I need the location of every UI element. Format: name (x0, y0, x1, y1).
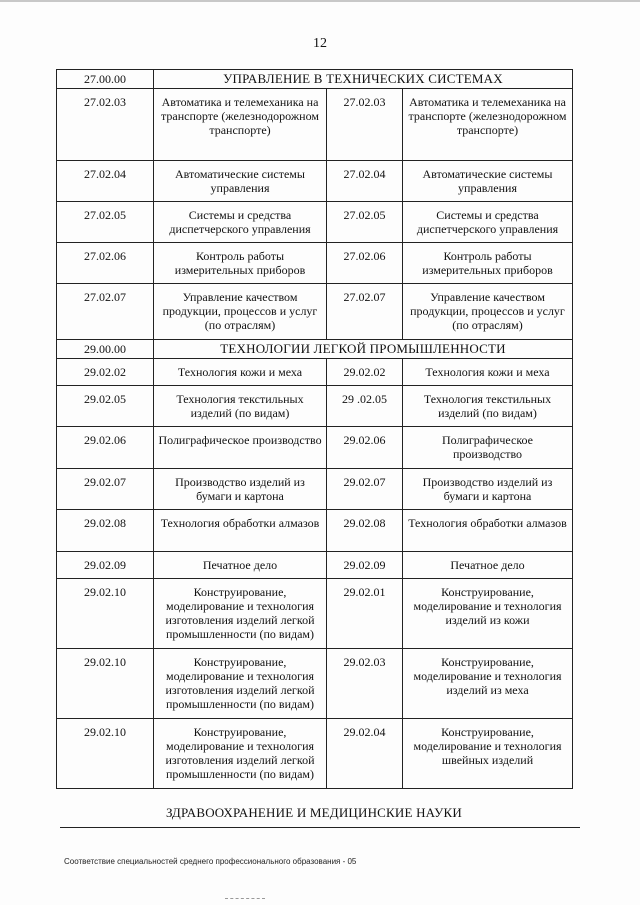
table-row (57, 649, 573, 719)
section-title: ТЕХНОЛОГИИ ЛЕГКОЙ ПРОМЫШЛЕННОСТИ (154, 340, 573, 359)
table-row (57, 719, 573, 789)
old-name-cell: Конструирование, моделирование и технология изготовления изделий легкой промышленности (по видам) (154, 579, 327, 649)
section-code: 29.00.00 (57, 340, 154, 359)
old-code-cell: 29.02.05 (57, 386, 154, 427)
new-code-cell: 29.02.06 (327, 427, 403, 469)
old-code-cell: 29.02.10 (57, 649, 154, 719)
old-name-cell: Контроль работы измерительных приборов (154, 243, 327, 284)
old-code-cell: 29.02.09 (57, 552, 154, 579)
new-code-cell: 29.02.08 (327, 510, 403, 552)
new-name-cell: Технология обработки алмазов (403, 510, 573, 552)
new-code-cell: 27.02.05 (327, 202, 403, 243)
table-row (57, 284, 573, 340)
specialty-correspondence-table (56, 69, 573, 789)
table-row (57, 386, 573, 427)
new-name-cell: Печатное дело (403, 552, 573, 579)
new-code-cell: 27.02.06 (327, 243, 403, 284)
old-name-cell: Технология кожи и меха (154, 359, 327, 386)
old-name-cell: Технология текстильных изделий (по видам) (154, 386, 327, 427)
new-code-cell: 29.02.04 (327, 719, 403, 789)
old-name-cell: Автоматика и телемеханика на транспорте (железнодорожном транспорте) (154, 89, 327, 161)
section-header-row (57, 340, 573, 359)
table-row (57, 243, 573, 284)
new-name-cell: Производство изделий из бумаги и картона (403, 469, 573, 510)
new-code-cell: 29 .02.05 (327, 386, 403, 427)
top-edge-rule (0, 0, 640, 2)
new-name-cell: Управление качеством продукции, процессов и услуг (по отраслям) (403, 284, 573, 340)
old-name-cell: Системы и средства диспетчерского управления (154, 202, 327, 243)
table-row (57, 161, 573, 202)
table-row (57, 89, 573, 161)
old-name-cell: Автоматические системы управления (154, 161, 327, 202)
table-row (57, 202, 573, 243)
old-code-cell: 27.02.03 (57, 89, 154, 161)
section-code: 27.00.00 (57, 70, 154, 89)
table-row (57, 510, 573, 552)
old-name-cell: Управление качеством продукции, процессов и услуг (по отраслям) (154, 284, 327, 340)
old-name-cell: Конструирование, моделирование и технология изготовления изделий легкой промышленности (по видам) (154, 719, 327, 789)
new-name-cell: Автоматика и телемеханика на транспорте (железнодорожном транспорте) (403, 89, 573, 161)
old-code-cell: 27.02.05 (57, 202, 154, 243)
old-code-cell: 29.02.02 (57, 359, 154, 386)
new-code-cell: 27.02.03 (327, 89, 403, 161)
table-row (57, 552, 573, 579)
old-name-cell: Конструирование, моделирование и технология изготовления изделий легкой промышленности (по видам) (154, 649, 327, 719)
old-code-cell: 29.02.08 (57, 510, 154, 552)
old-code-cell: 29.02.10 (57, 579, 154, 649)
new-name-cell: Полиграфическое производство (403, 427, 573, 469)
new-name-cell: Конструирование, моделирование и технология изделий из меха (403, 649, 573, 719)
table-row (57, 579, 573, 649)
old-code-cell: 27.02.07 (57, 284, 154, 340)
old-name-cell: Технология обработки алмазов (154, 510, 327, 552)
page-footer: Соответствие специальностей среднего профессионального образования - 05 (64, 857, 357, 866)
table-row (57, 359, 573, 386)
new-code-cell: 29.02.09 (327, 552, 403, 579)
new-code-cell: 29.02.01 (327, 579, 403, 649)
section-divider (60, 827, 580, 828)
new-name-cell: Технология текстильных изделий (по видам) (403, 386, 573, 427)
old-code-cell: 27.02.06 (57, 243, 154, 284)
old-name-cell: Производство изделий из бумаги и картона (154, 469, 327, 510)
new-name-cell: Системы и средства диспетчерского управления (403, 202, 573, 243)
old-code-cell: 29.02.06 (57, 427, 154, 469)
scan-edge-mark (225, 898, 265, 899)
old-code-cell: 29.02.07 (57, 469, 154, 510)
section-title: УПРАВЛЕНИЕ В ТЕХНИЧЕСКИХ СИСТЕМАХ (154, 70, 573, 89)
page-number: 12 (313, 36, 327, 51)
section-header-row (57, 70, 573, 89)
new-name-cell: Контроль работы измерительных приборов (403, 243, 573, 284)
new-code-cell: 29.02.02 (327, 359, 403, 386)
old-code-cell: 29.02.10 (57, 719, 154, 789)
table-row (57, 427, 573, 469)
new-name-cell: Технология кожи и меха (403, 359, 573, 386)
new-name-cell: Конструирование, моделирование и технология швейных изделий (403, 719, 573, 789)
new-code-cell: 29.02.03 (327, 649, 403, 719)
table-row (57, 469, 573, 510)
new-name-cell: Автоматические системы управления (403, 161, 573, 202)
new-name-cell: Конструирование, моделирование и технология изделий из кожи (403, 579, 573, 649)
new-code-cell: 29.02.07 (327, 469, 403, 510)
next-section-title: ЗДРАВООХРАНЕНИЕ И МЕДИЦИНСКИЕ НАУКИ (166, 805, 462, 820)
new-code-cell: 27.02.07 (327, 284, 403, 340)
old-name-cell: Печатное дело (154, 552, 327, 579)
old-name-cell: Полиграфическое производство (154, 427, 327, 469)
old-code-cell: 27.02.04 (57, 161, 154, 202)
new-code-cell: 27.02.04 (327, 161, 403, 202)
